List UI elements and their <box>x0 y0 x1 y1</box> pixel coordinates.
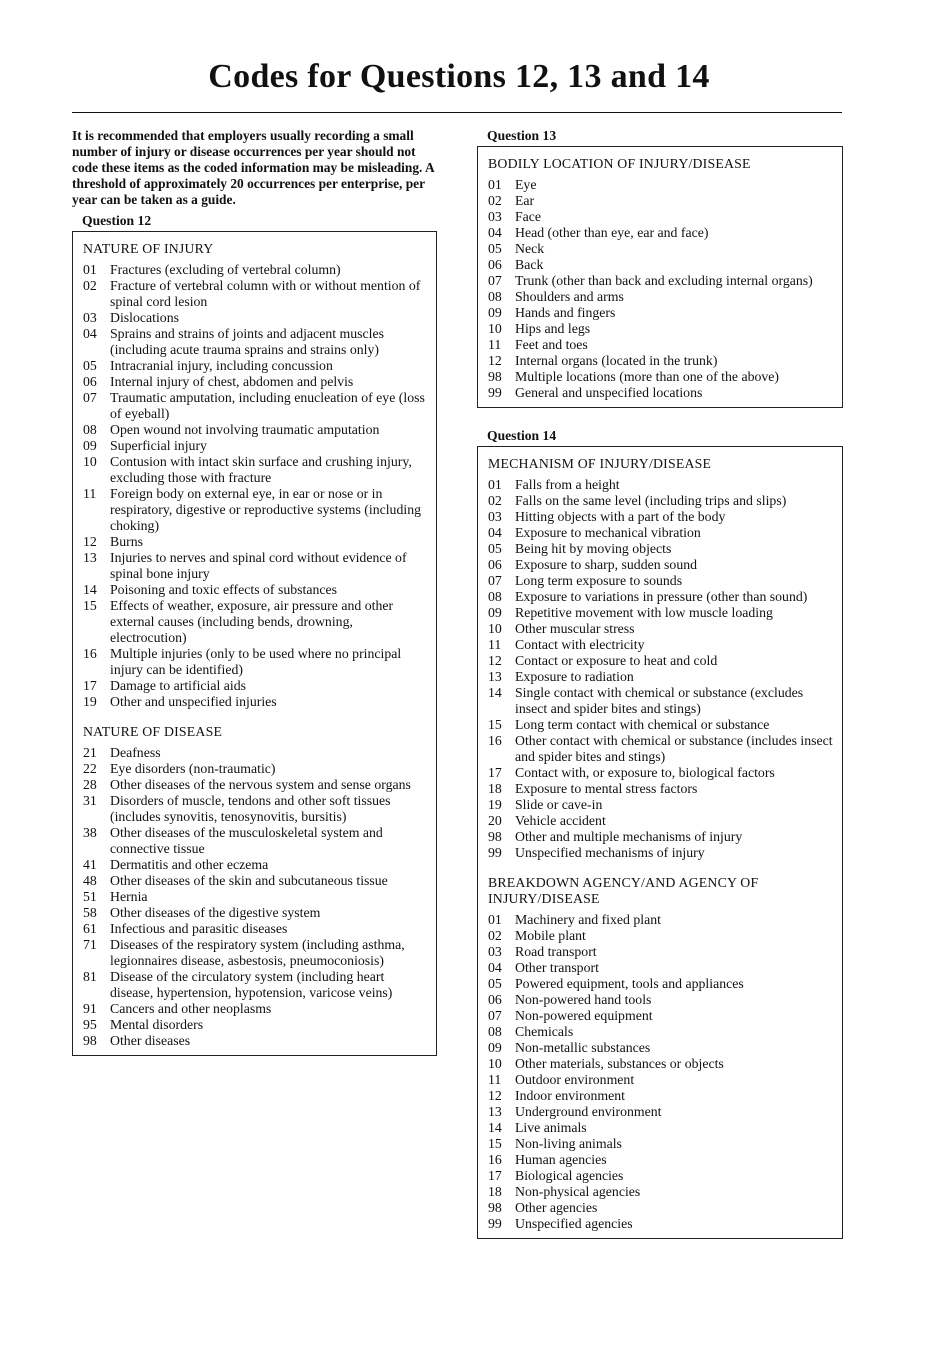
code-number: 09 <box>488 1040 502 1055</box>
code-label: Diseases of the respiratory system (including asthma, legionnaires disease, asbestosis, pneumoconiosis) <box>110 937 405 968</box>
code-item <box>488 541 833 557</box>
code-number: 02 <box>488 193 502 208</box>
code-item <box>488 653 833 669</box>
question-12-label: Question 12 <box>82 213 152 228</box>
code-label: Long term contact with chemical or substance <box>515 717 770 732</box>
code-label: Contusion with intact skin surface and crushing injury, excluding those with fracture <box>110 454 412 485</box>
code-number: 04 <box>488 225 502 240</box>
code-item <box>83 921 427 937</box>
code-label: Eye <box>515 177 537 192</box>
code-number: 13 <box>488 669 502 684</box>
code-label: Non-powered hand tools <box>515 992 652 1007</box>
code-item <box>83 438 427 454</box>
code-number: 03 <box>488 509 502 524</box>
code-number: 05 <box>488 541 502 556</box>
code-label: Live animals <box>515 1120 587 1135</box>
code-number: 03 <box>488 944 502 959</box>
code-item <box>488 976 833 992</box>
code-number: 15 <box>488 717 502 732</box>
code-number: 16 <box>488 1152 502 1167</box>
mechanism-title: MECHANISM OF INJURY/DISEASE <box>488 456 712 471</box>
code-label: Other and unspecified injuries <box>110 694 277 709</box>
code-number: 04 <box>83 326 97 341</box>
code-label: Hernia <box>110 889 148 904</box>
code-label: Trunk (other than back and excluding internal organs) <box>515 273 813 288</box>
code-item <box>488 960 833 976</box>
agency-title: BREAKDOWN AGENCY/AND AGENCY OF INJURY/DISEASE <box>488 875 759 906</box>
code-item <box>488 621 833 637</box>
code-item <box>488 493 833 509</box>
code-item <box>83 777 427 793</box>
code-label: Exposure to variations in pressure (other than sound) <box>515 589 808 604</box>
code-item <box>83 905 427 921</box>
code-label: Internal injury of chest, abdomen and pelvis <box>110 374 354 389</box>
code-label: Long term exposure to sounds <box>515 573 683 588</box>
code-label: Non-powered equipment <box>515 1008 653 1023</box>
code-item <box>488 1056 833 1072</box>
code-item <box>488 912 833 928</box>
code-number: 17 <box>488 1168 502 1183</box>
code-label: Non-physical agencies <box>515 1184 641 1199</box>
code-number: 10 <box>488 621 502 636</box>
bodily-location-title: BODILY LOCATION OF INJURY/DISEASE <box>488 156 751 171</box>
code-item <box>488 477 833 493</box>
code-number: 18 <box>488 1184 502 1199</box>
code-item <box>83 278 427 310</box>
code-item <box>488 337 833 353</box>
code-number: 18 <box>488 781 502 796</box>
title-rule <box>72 112 842 113</box>
code-label: Other diseases of the nervous system and sense organs <box>110 777 411 792</box>
code-item <box>488 257 833 273</box>
code-label: Unspecified mechanisms of injury <box>515 845 705 860</box>
code-item <box>83 969 427 1001</box>
code-label: Internal organs (located in the trunk) <box>515 353 718 368</box>
code-number: 06 <box>83 374 97 389</box>
code-number: 17 <box>83 678 97 693</box>
code-item <box>488 385 833 401</box>
nature-of-disease-list <box>83 745 427 1049</box>
code-number: 19 <box>83 694 97 709</box>
code-item <box>488 669 833 685</box>
code-number: 81 <box>83 969 97 984</box>
code-label: Indoor environment <box>515 1088 625 1103</box>
code-label: Mental disorders <box>110 1017 204 1032</box>
code-item <box>488 637 833 653</box>
code-label: Road transport <box>515 944 597 959</box>
code-number: 11 <box>83 486 97 501</box>
code-number: 15 <box>83 598 97 613</box>
code-number: 12 <box>488 353 502 368</box>
code-label: Feet and toes <box>515 337 588 352</box>
code-number: 12 <box>488 653 502 668</box>
code-number: 11 <box>488 337 502 352</box>
code-item <box>488 1120 833 1136</box>
code-label: Superficial injury <box>110 438 207 453</box>
code-number: 09 <box>83 438 97 453</box>
code-number: 41 <box>83 857 97 872</box>
code-number: 16 <box>488 733 502 748</box>
code-label: Outdoor environment <box>515 1072 635 1087</box>
question-14-label: Question 14 <box>487 428 557 443</box>
code-number: 12 <box>83 534 97 549</box>
code-number: 10 <box>83 454 97 469</box>
code-number: 03 <box>488 209 502 224</box>
code-number: 08 <box>83 422 97 437</box>
code-number: 01 <box>83 262 97 277</box>
mechanism-list <box>488 477 833 861</box>
code-number: 14 <box>488 685 502 700</box>
code-item <box>488 992 833 1008</box>
code-item <box>488 573 833 589</box>
code-item <box>83 646 427 678</box>
code-number: 08 <box>488 289 502 304</box>
code-item <box>83 454 427 486</box>
question-14-box <box>477 446 843 1239</box>
code-number: 11 <box>488 1072 502 1087</box>
code-number: 10 <box>488 321 502 336</box>
agency-list <box>488 912 833 1232</box>
code-item <box>488 1104 833 1120</box>
code-label: Other diseases of the digestive system <box>110 905 321 920</box>
code-item <box>488 813 833 829</box>
code-label: Non-living animals <box>515 1136 622 1151</box>
code-item <box>488 1072 833 1088</box>
code-label: Other diseases of the skin and subcutaneous tissue <box>110 873 388 888</box>
code-item <box>488 928 833 944</box>
left-column <box>72 128 437 1056</box>
code-number: 17 <box>488 765 502 780</box>
code-item <box>83 598 427 646</box>
code-label: Being hit by moving objects <box>515 541 672 556</box>
code-number: 07 <box>488 273 502 288</box>
code-label: Dermatitis and other eczema <box>110 857 269 872</box>
code-item <box>488 1040 833 1056</box>
code-label: Exposure to mechanical vibration <box>515 525 701 540</box>
code-label: Fractures (excluding of vertebral column) <box>110 262 341 277</box>
code-number: 15 <box>488 1136 502 1151</box>
code-label: Biological agencies <box>515 1168 624 1183</box>
code-item <box>83 761 427 777</box>
code-item <box>488 1152 833 1168</box>
code-number: 10 <box>488 1056 502 1071</box>
code-item <box>488 1168 833 1184</box>
code-label: Mobile plant <box>515 928 586 943</box>
code-label: Shoulders and arms <box>515 289 624 304</box>
code-number: 99 <box>488 1216 502 1231</box>
code-label: Open wound not involving traumatic amputation <box>110 422 380 437</box>
code-label: Other materials, substances or objects <box>515 1056 724 1071</box>
code-label: Other and multiple mechanisms of injury <box>515 829 743 844</box>
code-label: Effects of weather, exposure, air pressure and other external causes (including bends, drowning, electrocution) <box>110 598 394 645</box>
code-label: Exposure to radiation <box>515 669 634 684</box>
code-item <box>488 273 833 289</box>
code-number: 08 <box>488 589 502 604</box>
code-item <box>83 326 427 358</box>
code-item <box>83 825 427 857</box>
code-item <box>83 857 427 873</box>
code-label: Powered equipment, tools and appliances <box>515 976 744 991</box>
code-item <box>83 1033 427 1049</box>
code-item <box>488 525 833 541</box>
code-item <box>488 305 833 321</box>
code-number: 16 <box>83 646 97 661</box>
code-item <box>488 225 833 241</box>
code-item <box>83 873 427 889</box>
right-column <box>477 128 843 1239</box>
code-item <box>488 1136 833 1152</box>
code-label: Dislocations <box>110 310 179 325</box>
code-item <box>488 1216 833 1232</box>
code-number: 98 <box>488 829 502 844</box>
code-label: Poisoning and toxic effects of substances <box>110 582 337 597</box>
code-number: 13 <box>488 1104 502 1119</box>
code-label: Single contact with chemical or substance (excludes insect and spider bites and stings) <box>515 685 804 716</box>
code-item <box>488 193 833 209</box>
code-item <box>488 1184 833 1200</box>
code-number: 02 <box>488 928 502 943</box>
code-label: Hips and legs <box>515 321 591 336</box>
nature-of-disease-title: NATURE OF DISEASE <box>83 724 223 739</box>
code-label: Other diseases of the musculoskeletal system and connective tissue <box>110 825 383 856</box>
code-number: 91 <box>83 1001 97 1016</box>
code-number: 05 <box>83 358 97 373</box>
code-item <box>488 944 833 960</box>
code-label: Falls from a height <box>515 477 620 492</box>
code-item <box>83 486 427 534</box>
code-item <box>488 321 833 337</box>
code-number: 05 <box>488 241 502 256</box>
code-label: Fracture of vertebral column with or without mention of spinal cord lesion <box>110 278 421 309</box>
code-item <box>488 589 833 605</box>
code-label: Intracranial injury, including concussion <box>110 358 333 373</box>
bodily-location-list <box>488 177 833 401</box>
code-item <box>488 289 833 305</box>
code-label: Exposure to sharp, sudden sound <box>515 557 698 572</box>
code-item <box>83 262 427 278</box>
code-label: Contact or exposure to heat and cold <box>515 653 718 668</box>
code-number: 01 <box>488 477 502 492</box>
page-title: Codes for Questions 12, 13 and 14 <box>208 58 710 95</box>
code-number: 07 <box>488 1008 502 1023</box>
code-number: 01 <box>488 177 502 192</box>
code-label: Other agencies <box>515 1200 598 1215</box>
code-label: Underground environment <box>515 1104 662 1119</box>
code-item <box>488 765 833 781</box>
code-number: 05 <box>488 976 502 991</box>
code-number: 51 <box>83 889 97 904</box>
code-number: 08 <box>488 1024 502 1039</box>
code-label: Head (other than eye, ear and face) <box>515 225 709 240</box>
code-item <box>488 209 833 225</box>
code-item <box>83 310 427 326</box>
code-number: 28 <box>83 777 97 792</box>
code-item <box>83 550 427 582</box>
code-label: Contact with electricity <box>515 637 645 652</box>
code-number: 01 <box>488 912 502 927</box>
question-13-box <box>477 146 843 408</box>
code-item <box>488 717 833 733</box>
question-12-box <box>72 231 437 1056</box>
code-label: Other diseases <box>110 1033 191 1048</box>
code-label: Chemicals <box>515 1024 574 1039</box>
code-number: 95 <box>83 1017 97 1032</box>
nature-of-injury-list <box>83 262 427 710</box>
code-item <box>83 534 427 550</box>
code-label: Burns <box>110 534 143 549</box>
code-label: Repetitive movement with low muscle loading <box>515 605 773 620</box>
code-number: 21 <box>83 745 97 760</box>
code-item <box>488 845 833 861</box>
code-item <box>488 1200 833 1216</box>
code-label: Disease of the circulatory system (including heart disease, hypertension, hypotension, varicose veins) <box>110 969 393 1000</box>
code-number: 07 <box>488 573 502 588</box>
question-13-label: Question 13 <box>487 128 557 143</box>
code-item <box>488 685 833 717</box>
code-label: Unspecified agencies <box>515 1216 633 1231</box>
code-number: 02 <box>488 493 502 508</box>
code-item <box>488 733 833 765</box>
code-item <box>83 745 427 761</box>
code-label: Contact with, or exposure to, biological factors <box>515 765 775 780</box>
code-number: 98 <box>488 369 502 384</box>
code-item <box>83 1017 427 1033</box>
code-number: 20 <box>488 813 502 828</box>
code-label: Vehicle accident <box>515 813 606 828</box>
code-label: Hands and fingers <box>515 305 616 320</box>
code-label: Ear <box>515 193 535 208</box>
code-item <box>83 1001 427 1017</box>
code-item <box>83 937 427 969</box>
code-label: Multiple injuries (only to be used where no principal injury can be identified) <box>110 646 402 677</box>
code-number: 71 <box>83 937 97 952</box>
code-label: Falls on the same level (including trips and slips) <box>515 493 787 508</box>
code-label: Sprains and strains of joints and adjacent muscles (including acute trauma sprains and strains only) <box>110 326 384 357</box>
code-item <box>488 557 833 573</box>
code-label: Machinery and fixed plant <box>515 912 661 927</box>
code-number: 04 <box>488 960 502 975</box>
code-label: Exposure to mental stress factors <box>515 781 698 796</box>
code-number: 09 <box>488 305 502 320</box>
code-item <box>83 374 427 390</box>
code-number: 58 <box>83 905 97 920</box>
code-item <box>83 694 427 710</box>
code-number: 98 <box>488 1200 502 1215</box>
code-item <box>488 241 833 257</box>
code-item <box>488 829 833 845</box>
code-number: 99 <box>488 385 502 400</box>
code-item <box>488 605 833 621</box>
code-number: 14 <box>488 1120 502 1135</box>
code-label: Traumatic amputation, including enucleation of eye (loss of eyeball) <box>110 390 425 421</box>
code-number: 06 <box>488 557 502 572</box>
code-item <box>83 678 427 694</box>
code-number: 14 <box>83 582 97 597</box>
code-label: Human agencies <box>515 1152 607 1167</box>
code-label: Other muscular stress <box>515 621 635 636</box>
code-item <box>83 390 427 422</box>
code-label: General and unspecified locations <box>515 385 703 400</box>
code-label: Infectious and parasitic diseases <box>110 921 288 936</box>
code-number: 38 <box>83 825 97 840</box>
code-item <box>488 353 833 369</box>
code-label: Non-metallic substances <box>515 1040 651 1055</box>
code-item <box>83 358 427 374</box>
code-item <box>488 781 833 797</box>
code-number: 13 <box>83 550 97 565</box>
code-item <box>488 509 833 525</box>
code-item <box>488 797 833 813</box>
code-label: Multiple locations (more than one of the above) <box>515 369 779 384</box>
code-item <box>83 889 427 905</box>
code-number: 61 <box>83 921 97 936</box>
code-number: 06 <box>488 257 502 272</box>
code-number: 22 <box>83 761 97 776</box>
code-item <box>488 1024 833 1040</box>
code-number: 03 <box>83 310 97 325</box>
code-label: Hitting objects with a part of the body <box>515 509 726 524</box>
code-label: Back <box>515 257 544 272</box>
code-item <box>488 1088 833 1104</box>
code-item <box>83 793 427 825</box>
code-number: 31 <box>83 793 97 808</box>
code-label: Face <box>515 209 542 224</box>
code-number: 07 <box>83 390 97 405</box>
code-label: Deafness <box>110 745 161 760</box>
code-number: 04 <box>488 525 502 540</box>
code-number: 09 <box>488 605 502 620</box>
code-label: Neck <box>515 241 545 256</box>
code-number: 06 <box>488 992 502 1007</box>
code-number: 11 <box>488 637 502 652</box>
code-number: 19 <box>488 797 502 812</box>
code-number: 12 <box>488 1088 502 1103</box>
code-item <box>488 369 833 385</box>
code-label: Injuries to nerves and spinal cord without evidence of spinal bone injury <box>110 550 407 581</box>
code-number: 98 <box>83 1033 97 1048</box>
code-item <box>488 1008 833 1024</box>
code-label: Eye disorders (non-traumatic) <box>110 761 276 776</box>
code-number: 02 <box>83 278 97 293</box>
code-item <box>83 582 427 598</box>
code-label: Foreign body on external eye, in ear or nose or in respiratory, digestive or reproductive systems (including choking) <box>110 486 421 533</box>
code-item <box>488 177 833 193</box>
code-label: Other contact with chemical or substance (includes insect and spider bites and stings) <box>515 733 833 764</box>
nature-of-injury-title: NATURE OF INJURY <box>83 241 214 256</box>
code-label: Cancers and other neoplasms <box>110 1001 272 1016</box>
code-number: 99 <box>488 845 502 860</box>
code-label: Damage to artificial aids <box>110 678 246 693</box>
recommendation-note: It is recommended that employers usually recording a small number of injury or disease occurrences per year should not code these items as the coded information may be misleading. A threshold of approximately 20 occurrences per enterprise, per year can be taken as a guide. <box>72 128 434 207</box>
code-label: Disorders of muscle, tendons and other soft tissues (includes synovitis, tenosynovitis, bursitis) <box>110 793 391 824</box>
code-label: Other transport <box>515 960 599 975</box>
code-label: Slide or cave-in <box>515 797 603 812</box>
code-number: 48 <box>83 873 97 888</box>
code-item <box>83 422 427 438</box>
